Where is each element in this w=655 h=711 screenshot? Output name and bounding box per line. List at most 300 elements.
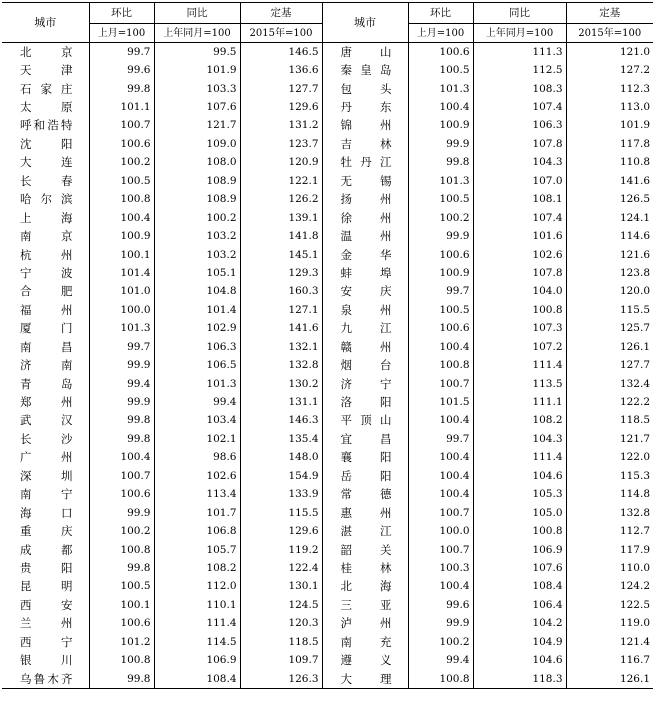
col-subheader-yoy-left: 上年同月=100 <box>154 24 240 43</box>
base-cell: 123.7 <box>240 135 322 153</box>
yoy-cell: 108.9 <box>154 172 240 190</box>
table-row <box>2 61 653 79</box>
city-cell: 常德 <box>322 486 408 504</box>
city-cell: 厦门 <box>20 321 73 336</box>
base-cell: 131.1 <box>240 393 322 411</box>
city-cell: 南京 <box>20 229 73 244</box>
mom-cell: 99.6 <box>89 61 154 79</box>
mom-cell: 100.9 <box>408 264 473 282</box>
yoy-cell: 103.3 <box>154 80 240 98</box>
yoy-cell: 99.5 <box>154 43 240 62</box>
yoy-cell: 110.1 <box>154 596 240 614</box>
base-cell: 127.2 <box>566 61 653 79</box>
city-cell: 广州 <box>20 450 73 465</box>
base-cell: 118.5 <box>240 633 322 651</box>
yoy-cell: 107.0 <box>473 172 566 190</box>
base-cell: 115.5 <box>240 504 322 522</box>
yoy-cell: 106.5 <box>154 356 240 374</box>
base-cell: 132.4 <box>566 375 653 393</box>
price-index-table <box>2 2 653 689</box>
city-cell: 泉州 <box>322 301 408 319</box>
base-cell: 130.2 <box>240 375 322 393</box>
mom-cell: 99.4 <box>408 651 473 669</box>
base-cell: 116.7 <box>566 651 653 669</box>
yoy-cell: 111.4 <box>154 615 240 633</box>
base-cell: 129.3 <box>240 264 322 282</box>
mom-cell: 99.7 <box>408 283 473 301</box>
city-cell: 温州 <box>322 227 408 245</box>
base-cell: 121.6 <box>566 246 653 264</box>
yoy-cell: 108.1 <box>473 191 566 209</box>
base-cell: 112.3 <box>566 80 653 98</box>
yoy-cell: 108.0 <box>154 154 240 172</box>
yoy-cell: 100.2 <box>154 209 240 227</box>
base-cell: 112.7 <box>566 522 653 540</box>
base-cell: 126.3 <box>240 670 322 689</box>
city-cell: 深圳 <box>20 468 73 483</box>
table-row <box>2 301 653 319</box>
yoy-cell: 105.0 <box>473 504 566 522</box>
mom-cell: 100.9 <box>89 227 154 245</box>
base-cell: 121.4 <box>566 633 653 651</box>
table-row <box>2 98 653 116</box>
yoy-cell: 104.3 <box>473 430 566 448</box>
city-cell: 宁波 <box>20 265 73 280</box>
table-row <box>2 449 653 467</box>
city-cell: 济南 <box>20 358 73 373</box>
mom-cell: 100.4 <box>408 98 473 116</box>
base-cell: 122.5 <box>566 596 653 614</box>
mom-cell: 99.8 <box>89 559 154 577</box>
city-cell: 贵阳 <box>20 560 73 575</box>
table-row <box>2 541 653 559</box>
mom-cell: 101.5 <box>408 393 473 411</box>
col-header-yoy-right: 同比 <box>473 3 566 24</box>
base-cell: 131.2 <box>240 117 322 135</box>
yoy-cell: 103.2 <box>154 227 240 245</box>
city-cell: 海口 <box>20 505 73 520</box>
yoy-cell: 111.3 <box>473 43 566 62</box>
mom-cell: 100.8 <box>89 191 154 209</box>
table-row <box>2 651 653 669</box>
yoy-cell: 108.4 <box>473 578 566 596</box>
col-header-mom-left: 环比 <box>89 3 154 24</box>
mom-cell: 101.2 <box>89 633 154 651</box>
city-cell: 金华 <box>322 246 408 264</box>
yoy-cell: 102.6 <box>154 467 240 485</box>
mom-cell: 100.4 <box>408 338 473 356</box>
city-cell: 丹东 <box>322 98 408 116</box>
city-cell: 宜昌 <box>322 430 408 448</box>
city-cell: 上海 <box>20 210 73 225</box>
city-cell: 武汉 <box>20 413 73 428</box>
city-cell: 银川 <box>20 653 73 668</box>
yoy-cell: 104.0 <box>473 283 566 301</box>
city-cell: 扬州 <box>322 191 408 209</box>
city-cell: 西宁 <box>20 634 73 649</box>
city-cell: 秦皇岛 <box>322 61 408 79</box>
yoy-cell: 106.3 <box>473 117 566 135</box>
yoy-cell: 102.1 <box>154 430 240 448</box>
mom-cell: 100.3 <box>408 559 473 577</box>
city-cell: 南宁 <box>20 487 73 502</box>
yoy-cell: 113.5 <box>473 375 566 393</box>
base-cell: 120.3 <box>240 615 322 633</box>
table-row <box>2 467 653 485</box>
mom-cell: 99.9 <box>408 135 473 153</box>
table-row <box>2 486 653 504</box>
base-cell: 115.3 <box>566 467 653 485</box>
city-cell: 太原 <box>20 100 73 115</box>
base-cell: 129.6 <box>240 522 322 540</box>
city-cell: 三亚 <box>322 596 408 614</box>
table-row <box>2 135 653 153</box>
col-subheader-mom-right: 上月=100 <box>408 24 473 43</box>
table-row <box>2 320 653 338</box>
city-cell: 北海 <box>322 578 408 596</box>
base-cell: 160.3 <box>240 283 322 301</box>
yoy-cell: 105.1 <box>154 264 240 282</box>
yoy-cell: 113.4 <box>154 486 240 504</box>
mom-cell: 100.5 <box>89 172 154 190</box>
city-cell: 遵义 <box>322 651 408 669</box>
base-cell: 122.2 <box>566 393 653 411</box>
col-header-base-left: 定基 <box>240 3 322 24</box>
base-cell: 114.6 <box>566 227 653 245</box>
base-cell: 132.8 <box>240 356 322 374</box>
yoy-cell: 111.1 <box>473 393 566 411</box>
base-cell: 126.1 <box>566 670 653 689</box>
mom-cell: 99.8 <box>89 80 154 98</box>
city-cell: 蚌埠 <box>322 264 408 282</box>
yoy-cell: 108.4 <box>154 670 240 689</box>
mom-cell: 100.6 <box>408 43 473 62</box>
base-cell: 148.0 <box>240 449 322 467</box>
base-cell: 115.5 <box>566 301 653 319</box>
yoy-cell: 103.4 <box>154 412 240 430</box>
yoy-cell: 105.7 <box>154 541 240 559</box>
mom-cell: 100.5 <box>408 191 473 209</box>
table-row <box>2 375 653 393</box>
city-cell: 长沙 <box>20 431 73 446</box>
table-row <box>2 80 653 98</box>
mom-cell: 99.8 <box>89 670 154 689</box>
yoy-cell: 107.8 <box>473 264 566 282</box>
mom-cell: 101.3 <box>89 320 154 338</box>
table-row <box>2 43 653 62</box>
mom-cell: 100.7 <box>408 375 473 393</box>
mom-cell: 100.4 <box>408 578 473 596</box>
mom-cell: 100.5 <box>408 301 473 319</box>
city-cell: 平顶山 <box>322 412 408 430</box>
city-cell: 北京 <box>20 44 73 59</box>
city-cell: 韶关 <box>322 541 408 559</box>
yoy-cell: 103.2 <box>154 246 240 264</box>
base-cell: 119.2 <box>240 541 322 559</box>
base-cell: 110.0 <box>566 559 653 577</box>
yoy-cell: 102.6 <box>473 246 566 264</box>
col-header-city-left: 城市 <box>2 3 89 43</box>
city-cell: 锦州 <box>322 117 408 135</box>
yoy-cell: 101.6 <box>473 227 566 245</box>
base-cell: 132.8 <box>566 504 653 522</box>
base-cell: 117.8 <box>566 135 653 153</box>
city-cell: 南昌 <box>20 339 73 354</box>
mom-cell: 99.8 <box>408 154 473 172</box>
yoy-cell: 108.2 <box>473 412 566 430</box>
table-row <box>2 670 653 689</box>
table-row <box>2 191 653 209</box>
yoy-cell: 108.2 <box>154 559 240 577</box>
mom-cell: 99.9 <box>408 227 473 245</box>
mom-cell: 99.9 <box>89 504 154 522</box>
city-cell: 吉林 <box>322 135 408 153</box>
base-cell: 127.7 <box>240 80 322 98</box>
city-cell: 石家庄 <box>20 81 73 96</box>
yoy-cell: 114.5 <box>154 633 240 651</box>
yoy-cell: 104.8 <box>154 283 240 301</box>
mom-cell: 100.7 <box>89 467 154 485</box>
city-cell: 泸州 <box>322 615 408 633</box>
mom-cell: 100.8 <box>89 541 154 559</box>
yoy-cell: 100.8 <box>473 301 566 319</box>
mom-cell: 100.9 <box>408 117 473 135</box>
base-cell: 120.9 <box>240 154 322 172</box>
city-cell: 郑州 <box>20 395 73 410</box>
mom-cell: 100.6 <box>408 246 473 264</box>
mom-cell: 100.0 <box>89 301 154 319</box>
city-cell: 桂林 <box>322 559 408 577</box>
base-cell: 121.0 <box>566 43 653 62</box>
base-cell: 124.1 <box>566 209 653 227</box>
base-cell: 122.1 <box>240 172 322 190</box>
mom-cell: 101.4 <box>89 264 154 282</box>
yoy-cell: 104.2 <box>473 615 566 633</box>
base-cell: 141.6 <box>566 172 653 190</box>
yoy-cell: 107.2 <box>473 338 566 356</box>
yoy-cell: 105.3 <box>473 486 566 504</box>
city-cell: 青岛 <box>20 376 73 391</box>
yoy-cell: 107.8 <box>473 135 566 153</box>
city-cell: 南充 <box>322 633 408 651</box>
yoy-cell: 101.7 <box>154 504 240 522</box>
yoy-cell: 106.9 <box>154 651 240 669</box>
city-cell: 合肥 <box>20 284 73 299</box>
city-cell: 乌鲁木齐 <box>2 670 89 689</box>
base-cell: 141.6 <box>240 320 322 338</box>
col-subheader-mom-left: 上月=100 <box>89 24 154 43</box>
city-cell: 哈尔滨 <box>20 192 73 207</box>
base-cell: 122.4 <box>240 559 322 577</box>
yoy-cell: 107.4 <box>473 98 566 116</box>
base-cell: 110.8 <box>566 154 653 172</box>
yoy-cell: 118.3 <box>473 670 566 689</box>
yoy-cell: 104.6 <box>473 651 566 669</box>
base-cell: 154.9 <box>240 467 322 485</box>
yoy-cell: 106.3 <box>154 338 240 356</box>
table-row <box>2 283 653 301</box>
base-cell: 114.8 <box>566 486 653 504</box>
table-row <box>2 172 653 190</box>
mom-cell: 100.1 <box>89 596 154 614</box>
city-cell: 昆明 <box>20 579 73 594</box>
yoy-cell: 101.3 <box>154 375 240 393</box>
base-cell: 136.6 <box>240 61 322 79</box>
mom-cell: 101.0 <box>89 283 154 301</box>
city-cell: 无锡 <box>322 172 408 190</box>
yoy-cell: 107.6 <box>473 559 566 577</box>
city-cell: 徐州 <box>322 209 408 227</box>
base-cell: 122.0 <box>566 449 653 467</box>
mom-cell: 99.7 <box>89 338 154 356</box>
table-row <box>2 117 653 135</box>
yoy-cell: 109.0 <box>154 135 240 153</box>
base-cell: 127.1 <box>240 301 322 319</box>
city-cell: 九江 <box>322 320 408 338</box>
yoy-cell: 101.4 <box>154 301 240 319</box>
col-header-base-right: 定基 <box>566 3 653 24</box>
city-cell: 岳阳 <box>322 467 408 485</box>
yoy-cell: 107.6 <box>154 98 240 116</box>
city-cell: 呼和浩特 <box>20 118 73 133</box>
mom-cell: 100.4 <box>408 412 473 430</box>
yoy-cell: 107.3 <box>473 320 566 338</box>
mom-cell: 100.6 <box>89 615 154 633</box>
yoy-cell: 112.5 <box>473 61 566 79</box>
base-cell: 141.8 <box>240 227 322 245</box>
base-cell: 120.0 <box>566 283 653 301</box>
mom-cell: 100.6 <box>89 135 154 153</box>
table-row <box>2 338 653 356</box>
base-cell: 146.5 <box>240 43 322 62</box>
base-cell: 121.7 <box>566 430 653 448</box>
base-cell: 129.6 <box>240 98 322 116</box>
table-row <box>2 615 653 633</box>
mom-cell: 100.7 <box>408 504 473 522</box>
table-body <box>2 43 653 689</box>
yoy-cell: 104.6 <box>473 467 566 485</box>
city-cell: 烟台 <box>322 356 408 374</box>
table-row <box>2 227 653 245</box>
table-row <box>2 578 653 596</box>
table-row <box>2 264 653 282</box>
table-header <box>2 3 653 43</box>
col-subheader-base-left: 2015年=100 <box>240 24 322 43</box>
mom-cell: 99.9 <box>89 393 154 411</box>
table-row <box>2 522 653 540</box>
yoy-cell: 121.7 <box>154 117 240 135</box>
city-cell: 湛江 <box>322 522 408 540</box>
city-cell: 成都 <box>20 542 73 557</box>
mom-cell: 100.4 <box>408 486 473 504</box>
base-cell: 126.2 <box>240 191 322 209</box>
table-row <box>2 559 653 577</box>
yoy-cell: 98.6 <box>154 449 240 467</box>
city-cell: 长春 <box>20 173 73 188</box>
city-cell: 大连 <box>20 155 73 170</box>
city-cell: 重庆 <box>20 524 73 539</box>
mom-cell: 99.8 <box>89 430 154 448</box>
mom-cell: 100.2 <box>89 154 154 172</box>
yoy-cell: 100.8 <box>473 522 566 540</box>
mom-cell: 99.6 <box>408 596 473 614</box>
base-cell: 133.9 <box>240 486 322 504</box>
mom-cell: 101.3 <box>408 172 473 190</box>
yoy-cell: 104.9 <box>473 633 566 651</box>
mom-cell: 99.7 <box>408 430 473 448</box>
base-cell: 127.7 <box>566 356 653 374</box>
yoy-cell: 108.3 <box>473 80 566 98</box>
city-cell: 襄阳 <box>322 449 408 467</box>
city-cell: 济宁 <box>322 375 408 393</box>
table-row <box>2 596 653 614</box>
mom-cell: 100.7 <box>89 117 154 135</box>
col-subheader-base-right: 2015年=100 <box>566 24 653 43</box>
yoy-cell: 111.4 <box>473 449 566 467</box>
mom-cell: 99.9 <box>408 615 473 633</box>
mom-cell: 100.4 <box>89 209 154 227</box>
mom-cell: 99.7 <box>89 43 154 62</box>
mom-cell: 100.5 <box>408 61 473 79</box>
city-cell: 牡丹江 <box>322 154 408 172</box>
city-cell: 大理 <box>322 670 408 689</box>
mom-cell: 100.8 <box>408 356 473 374</box>
city-cell: 西安 <box>20 597 73 612</box>
table-row <box>2 209 653 227</box>
mom-cell: 100.8 <box>89 651 154 669</box>
yoy-cell: 111.4 <box>473 356 566 374</box>
mom-cell: 99.4 <box>89 375 154 393</box>
city-cell: 唐山 <box>322 43 408 62</box>
city-cell: 杭州 <box>20 247 73 262</box>
city-cell: 赣州 <box>322 338 408 356</box>
mom-cell: 101.3 <box>408 80 473 98</box>
base-cell: 124.2 <box>566 578 653 596</box>
base-cell: 130.1 <box>240 578 322 596</box>
mom-cell: 101.1 <box>89 98 154 116</box>
table-row <box>2 356 653 374</box>
base-cell: 113.0 <box>566 98 653 116</box>
mom-cell: 100.5 <box>89 578 154 596</box>
city-cell: 福州 <box>20 302 73 317</box>
table-row <box>2 504 653 522</box>
base-cell: 118.5 <box>566 412 653 430</box>
mom-cell: 99.8 <box>89 412 154 430</box>
mom-cell: 100.2 <box>408 633 473 651</box>
table-row <box>2 633 653 651</box>
base-cell: 119.0 <box>566 615 653 633</box>
base-cell: 135.4 <box>240 430 322 448</box>
yoy-cell: 112.0 <box>154 578 240 596</box>
yoy-cell: 101.9 <box>154 61 240 79</box>
base-cell: 123.8 <box>566 264 653 282</box>
col-subheader-yoy-right: 上年同月=100 <box>473 24 566 43</box>
mom-cell: 100.8 <box>408 670 473 689</box>
base-cell: 139.1 <box>240 209 322 227</box>
table-row <box>2 154 653 172</box>
city-cell: 兰州 <box>20 616 73 631</box>
mom-cell: 99.9 <box>89 356 154 374</box>
col-header-yoy-left: 同比 <box>154 3 240 24</box>
mom-cell: 100.0 <box>408 522 473 540</box>
base-cell: 126.1 <box>566 338 653 356</box>
table-row <box>2 246 653 264</box>
mom-cell: 100.6 <box>89 486 154 504</box>
base-cell: 124.5 <box>240 596 322 614</box>
mom-cell: 100.1 <box>89 246 154 264</box>
mom-cell: 100.4 <box>408 449 473 467</box>
base-cell: 145.1 <box>240 246 322 264</box>
